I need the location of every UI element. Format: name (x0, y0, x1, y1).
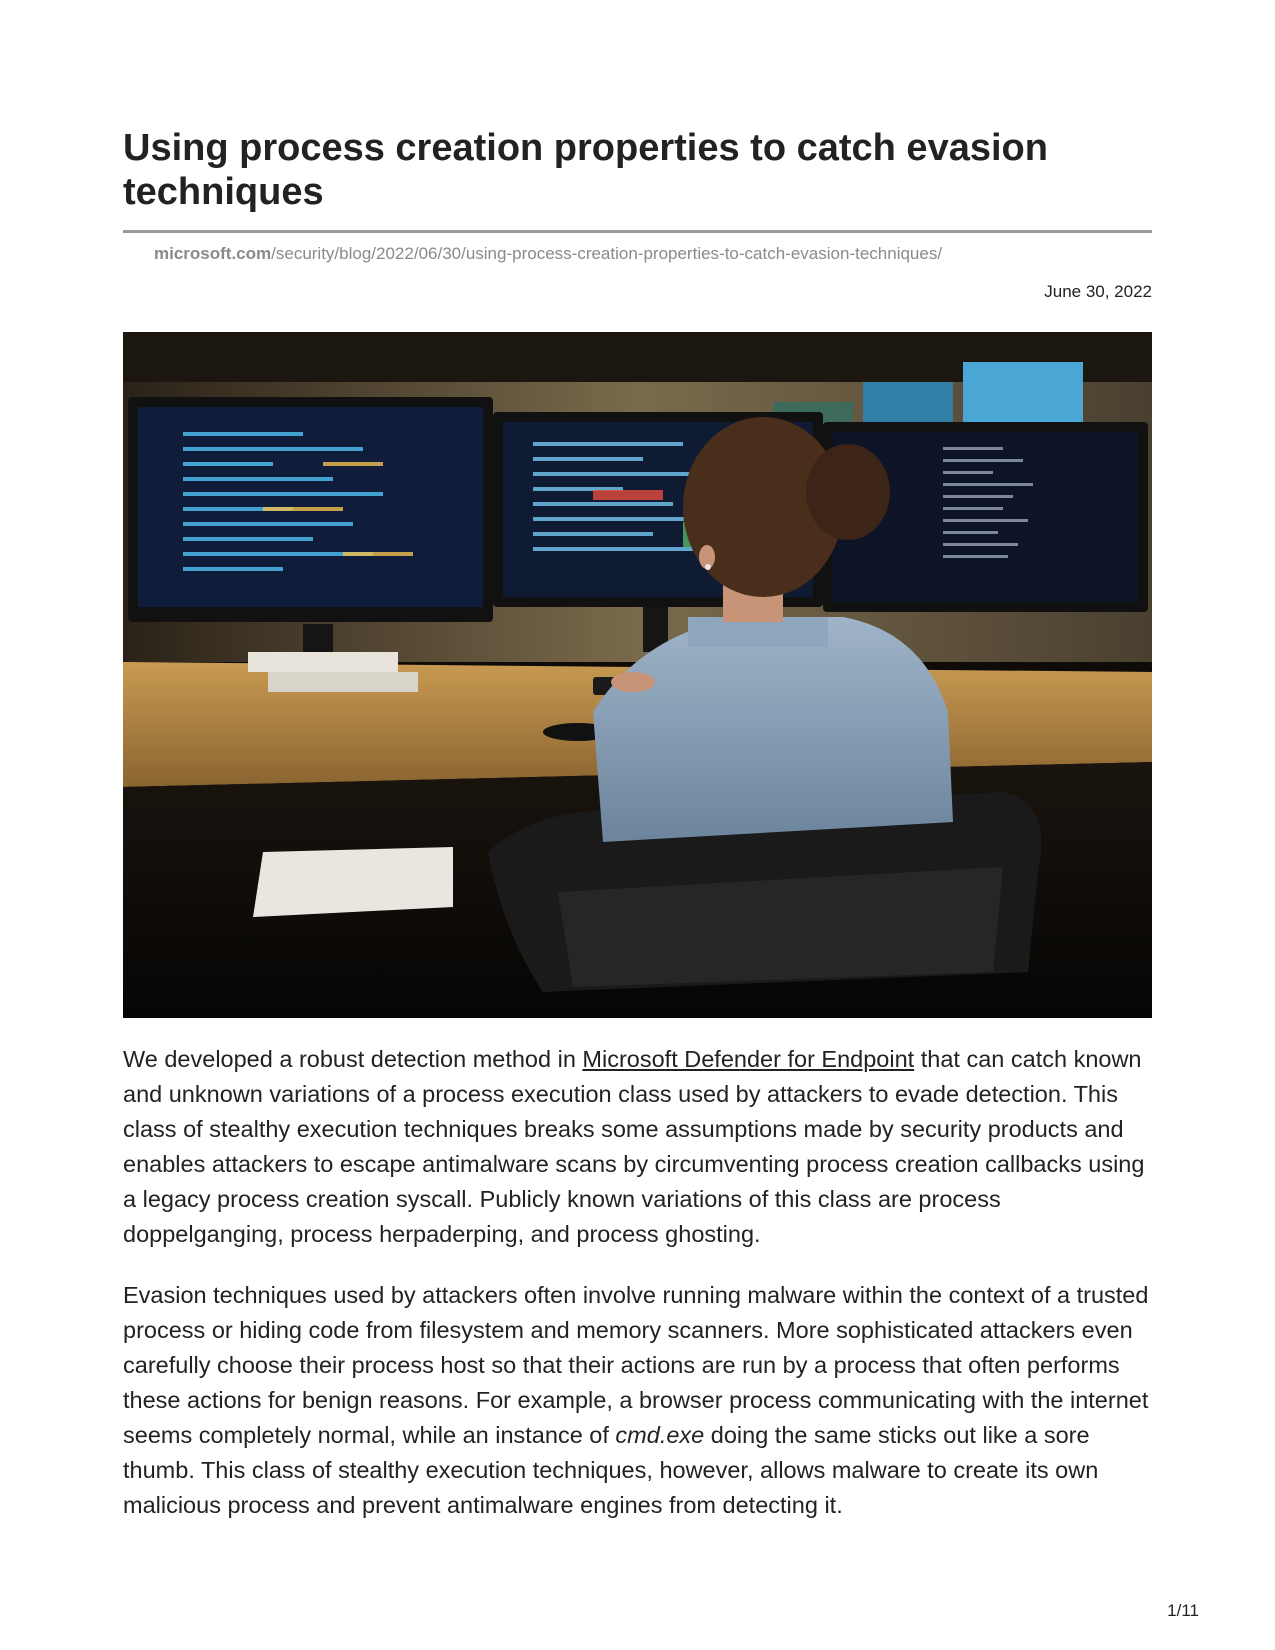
p2-text-after-emphasis: doing the same sticks out like a sore thumb. This class of stealthy execution techniques, however, allows malware to create its own malicious process and prevent antimalware engines from detecting it. (123, 1422, 1099, 1518)
document-page (123, 0, 1152, 1650)
cmd-exe-emphasis: cmd.exe (615, 1422, 705, 1448)
source-path: /security/blog/2022/06/30/using-process-creation-properties-to-catch-evasion-techniques/ (271, 244, 943, 263)
source-url[interactable] (154, 243, 942, 265)
p2-text-before-emphasis: Evasion techniques used by attackers often involve running malware within the context of a trusted process or hiding code from filesystem and memory scanners. More sophisticated attackers even carefully choose their process host so that their actions are run by a process that often performs these actions for benign reasons. For example, a browser process communicating with the internet seems completely normal, while an instance of (123, 1282, 1149, 1448)
hero-photo (123, 332, 1152, 1018)
page-number: 1/11 (1167, 1601, 1199, 1620)
title-divider (123, 230, 1152, 233)
p1-text-after-link: that can catch known and unknown variations of a process execution class used by attackers to evade detection. This class of stealthy execution techniques breaks some assumptions made by security products and enables attackers to escape antimalware scans by circumventing process creation callbacks using a legacy process creation syscall. Publicly known variations of this class are process doppelganging, process herpaderping, and process ghosting. (123, 1046, 1145, 1247)
body-paragraph-1 (123, 1042, 1152, 1252)
defender-for-endpoint-link[interactable]: Microsoft Defender for Endpoint (582, 1046, 915, 1072)
p1-text-before-link: We developed a robust detection method in (123, 1046, 583, 1072)
article-title: Using process creation properties to catch evasion techniques (123, 127, 1048, 213)
source-domain: microsoft.com (154, 244, 272, 263)
publish-date: June 30, 2022 (1044, 282, 1152, 301)
body-paragraph-2 (123, 1278, 1152, 1523)
